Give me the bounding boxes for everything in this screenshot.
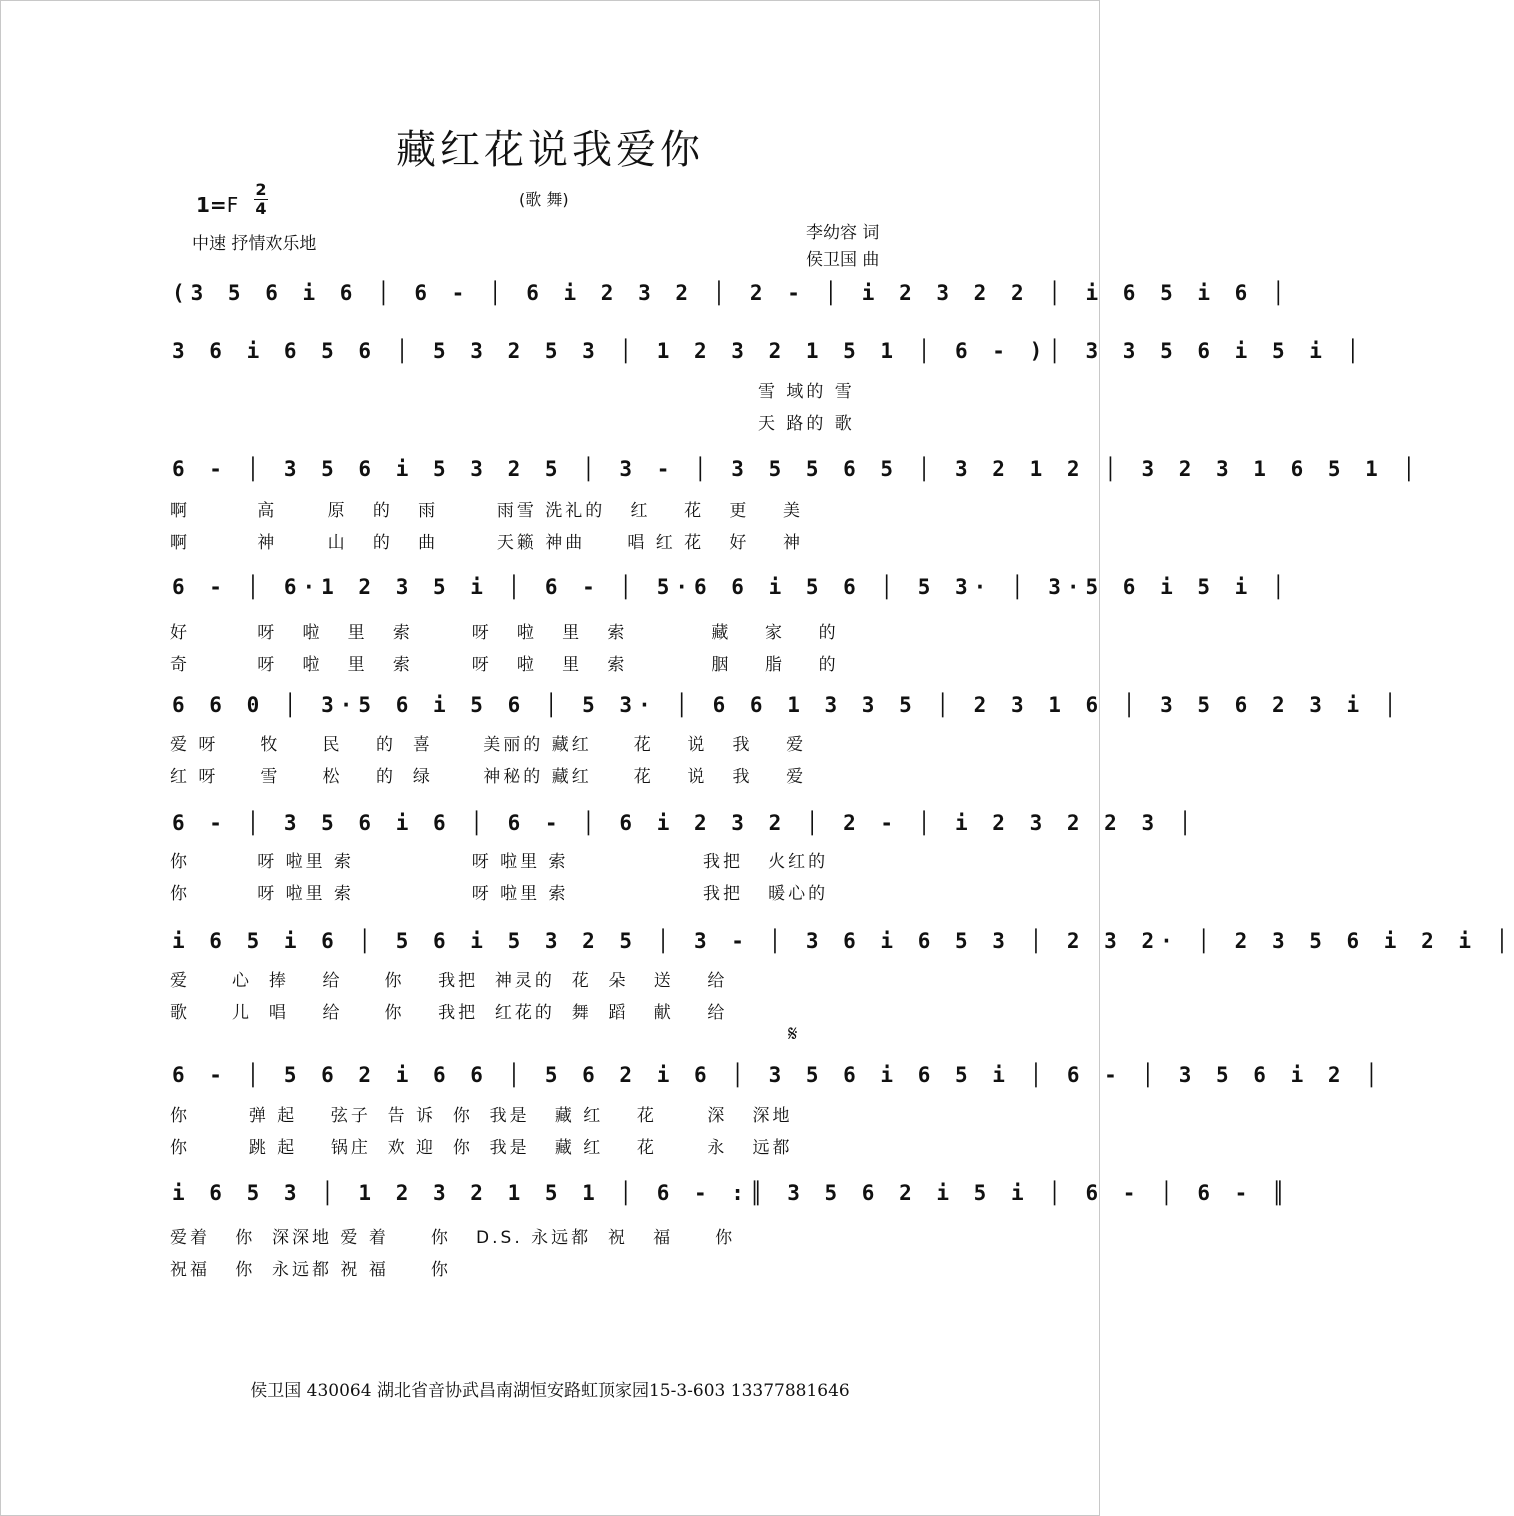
notation: i 6 5 3 │ 1 2 3 2 1 5 1 │ 6 - :║ 3 5 6 2 i 5 i │ 6 - │ 6 - ║ (172, 1181, 1291, 1205)
notation: 3 6 i 6 5 6 │ 5 3 2 5 3 │ 1 2 3 2 1 5 1 │ 6 - )│ 3 3 5 6 i 5 i │ (172, 339, 1366, 363)
contact-footer: 侯卫国 430064 湖北省音协武昌南湖恒安路虹顶家园15-3-603 13377881646 (250, 1381, 850, 1401)
notation: i 6 5 i 6 │ 5 6 i 5 3 2 5 │ 3 - │ 3 6 i 6 5 3 │ 2 3 2· │ 2 3 5 6 i 2 i │ (172, 929, 1514, 953)
score-row-7 (172, 926, 1514, 956)
segno-sign: 𝄋 (788, 1022, 798, 1047)
composer-credit: 侯卫国 曲 (806, 250, 880, 270)
meter-numerator: 2 (255, 180, 267, 199)
tempo-marking: 中速 抒情欢乐地 (192, 234, 317, 254)
lyric-line: 你 呀 啦里 索 呀 啦里 索 我把 暖心的 (170, 884, 829, 904)
score-row-5 (172, 690, 1403, 720)
lyric-line: 啊 高 原 的 雨 雨雪 洗礼的 红 花 更 美 (170, 501, 803, 521)
score-row-3 (172, 454, 1422, 484)
notation: 6 - │ 3 5 6 i 6 │ 6 - │ 6 i 2 3 2 │ 2 - │ i 2 3 2 2 3 │ (172, 811, 1198, 835)
lyric-line: 奇 呀 啦 里 索 呀 啦 里 索 胭 脂 的 (170, 655, 839, 675)
lyric-line: 好 呀 啦 里 索 呀 啦 里 索 藏 家 的 (170, 623, 839, 643)
score-row-8 (172, 1060, 1384, 1090)
lyric-line: 爱着 你 深深地 爱 着 你 D.S. 永远都 祝 福 你 (170, 1228, 736, 1248)
lyric-line: 红 呀 雪 松 的 绿 神秘的 藏红 花 说 我 爱 (170, 767, 807, 787)
lyric-line: 啊 神 山 的 曲 天籁 神曲 唱 红 花 好 神 (170, 533, 803, 553)
lyric-line: 雪 域的 雪 (758, 382, 855, 402)
score-row-2 (172, 336, 1366, 366)
score-row-4 (172, 572, 1291, 602)
time-signature (254, 181, 268, 218)
notation: 6 - │ 3 5 6 i 5 3 2 5 │ 3 - │ 3 5 5 6 5 │ 3 2 1 2 │ 3 2 3 1 6 5 1 │ (172, 457, 1422, 481)
score-row-1 (172, 278, 1291, 308)
lyric-line: 祝福 你 永远都 祝 福 你 (170, 1260, 451, 1280)
genre-label: (歌 舞) (519, 190, 569, 209)
song-title: 藏红花说我爱你 (396, 127, 704, 173)
score-row-6 (172, 808, 1198, 838)
notation: (3 5 6 i 6 │ 6 - │ 6 i 2 3 2 │ 2 - │ i 2 3 2 2 │ i 6 5 i 6 │ (172, 281, 1291, 305)
notation: 6 6 0 │ 3·5 6 i 5 6 │ 5 3· │ 6 6 1 3 3 5 │ 2 3 1 6 │ 3 5 6 2 3 i │ (172, 693, 1403, 717)
score-row-9 (172, 1178, 1291, 1208)
lyric-line: 爱 呀 牧 民 的 喜 美丽的 藏红 花 说 我 爱 (170, 735, 807, 755)
key-signature: 1=F (196, 193, 239, 217)
lyric-line: 歌 儿 唱 给 你 我把 红花的 舞 蹈 献 给 (170, 1003, 728, 1023)
lyric-line: 你 跳 起 锅庄 欢 迎 你 我是 藏 红 花 永 远都 (170, 1138, 793, 1158)
lyric-line: 你 呀 啦里 索 呀 啦里 索 我把 火红的 (170, 852, 829, 872)
notation: 6 - │ 6·1 2 3 5 i │ 6 - │ 5·6 6 i 5 6 │ 5 3· │ 3·5 6 i 5 i │ (172, 575, 1291, 599)
lyric-line: 爱 心 捧 给 你 我把 神灵的 花 朵 送 给 (170, 971, 728, 991)
lyric-line: 天 路的 歌 (758, 414, 855, 434)
notation: 6 - │ 5 6 2 i 6 6 │ 5 6 2 i 6 │ 3 5 6 i 6 5 i │ 6 - │ 3 5 6 i 2 │ (172, 1063, 1384, 1087)
lyric-line: 你 弹 起 弦子 告 诉 你 我是 藏 红 花 深 深地 (170, 1106, 793, 1126)
meter-denominator: 4 (255, 199, 267, 218)
lyricist-credit: 李幼容 词 (806, 223, 880, 243)
